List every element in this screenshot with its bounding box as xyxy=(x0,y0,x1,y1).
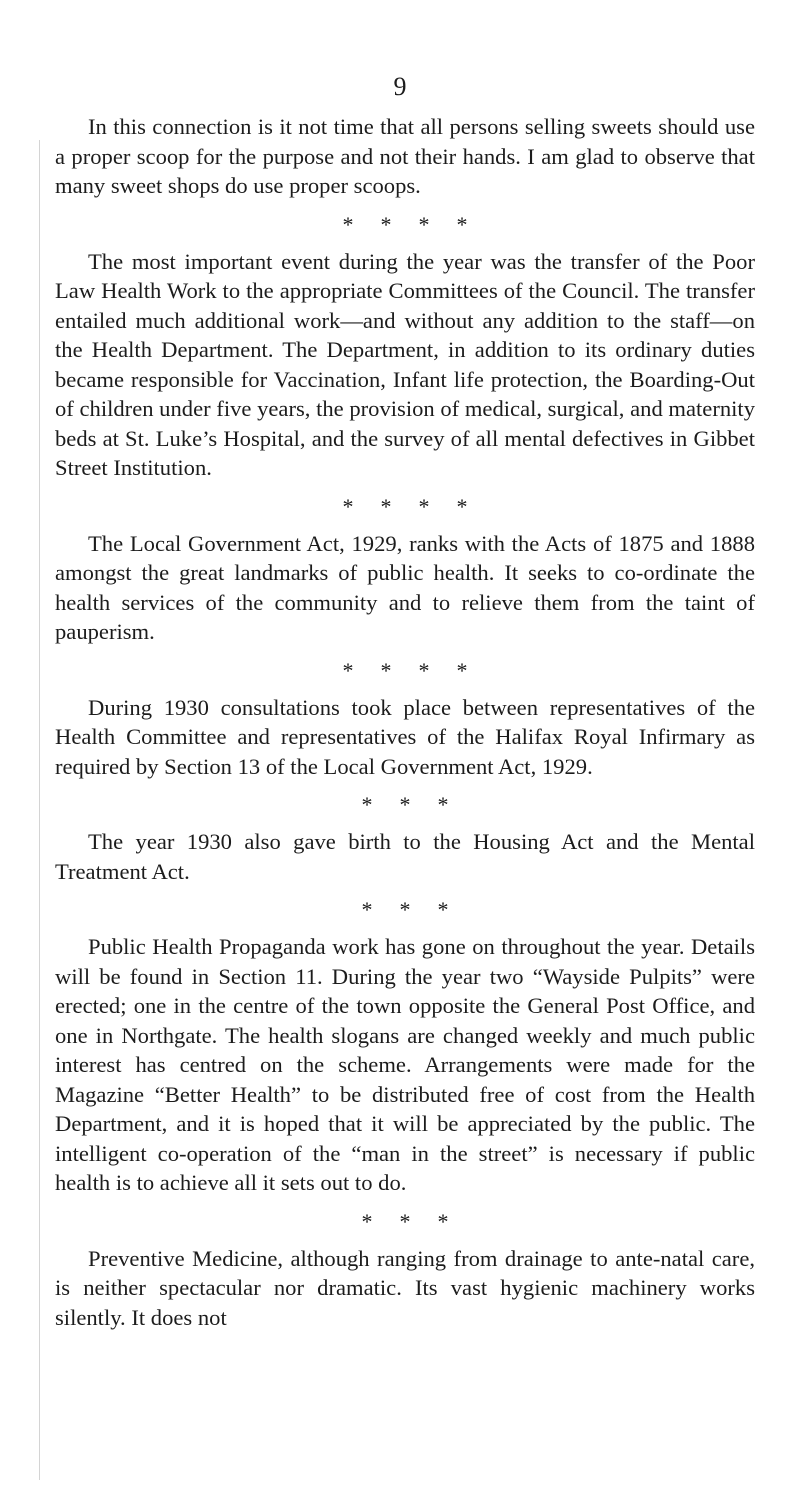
star-glyph: * xyxy=(456,493,468,519)
star-glyph: * xyxy=(399,792,411,817)
star-glyph: * xyxy=(342,493,354,519)
separator-stars xyxy=(55,493,755,520)
star-glyph: * xyxy=(342,657,354,683)
star-glyph: * xyxy=(456,211,468,237)
paragraph-propaganda: Public Health Propaganda work has gone on throughout the year. Details will be found in Section 11. During the year two “Wayside Pulpits” were erected; one in the centre of the town opposite the General Post Office, and one in Northgate. The health slogans are changed weekly and much public interest has centred on the scheme. Arrangements were made for the Magazine “Better Health” to be distributed free of cost from the Health Department, and it is hoped that it will be appreciated by the public. The intelligent co-operation of the “man in the street” is necessary if public health is to achieve all it sets out to do. xyxy=(55,934,755,1195)
separator-stars xyxy=(55,211,755,238)
paragraph-preventive-medicine: Preventive Medicine, although ranging from drainage to ante-natal care, is neither spectacular nor dramatic. Its vast hygienic machinery works silently. It does not xyxy=(55,1245,755,1330)
star-glyph: * xyxy=(418,493,430,519)
paragraph-housing-act: The year 1930 also gave birth to the Housing Act and the Mental Treatment Act. xyxy=(55,829,755,884)
page-number: 9 xyxy=(393,72,407,101)
star-glyph: * xyxy=(399,1208,411,1234)
paragraph-scoops: In this connection is it not time that all persons selling sweets should use a proper scoop for the purpose and not their hands. I am glad to observe that many sweet shops do use proper scoops. xyxy=(55,114,755,198)
separator-stars xyxy=(55,791,755,818)
paragraph-consultations: During 1930 consultations took place between representatives of the Health Committee and representatives of the Halifax Royal Infirmary as required by Section 13 of the Local Government Act, 1929. xyxy=(55,694,755,779)
star-glyph: * xyxy=(342,211,354,237)
star-glyph: * xyxy=(361,1208,373,1234)
star-glyph: * xyxy=(361,897,373,922)
margin-line xyxy=(39,140,40,1480)
separator-stars xyxy=(55,896,755,923)
star-glyph: * xyxy=(380,493,392,519)
star-glyph: * xyxy=(380,657,392,683)
star-glyph: * xyxy=(418,211,430,237)
document-body xyxy=(55,112,755,1332)
separator-stars xyxy=(55,657,755,684)
star-glyph: * xyxy=(380,211,392,237)
paragraph-local-government-act: The Local Government Act, 1929, ranks with the Acts of 1875 and 1888 amongst the great landmarks of public health. It seeks to co-ordinate the health services of the community and to relieve them from the taint of pauperism. xyxy=(55,530,755,644)
paragraph-poor-law-transfer: The most important event during the year was the transfer of the Poor Law Health Work to the appropriate Committees of the Council. The transfer entailed much additional work—and without any addition to the staff—on the Health Department. The Department, in addition to its ordinary duties became responsible for Vaccination, Infant life protection, the Boarding-Out of children under five years, the provision of medical, surgical, and maternity beds at St. Luke’s Hospital, and the survey of all mental defectives in Gibbet Street Institution. xyxy=(55,248,755,480)
star-glyph: * xyxy=(399,897,411,922)
star-glyph: * xyxy=(456,657,468,683)
separator-stars xyxy=(55,1208,755,1235)
star-glyph: * xyxy=(437,792,449,817)
star-glyph: * xyxy=(437,897,449,922)
star-glyph: * xyxy=(361,792,373,817)
star-glyph: * xyxy=(418,657,430,683)
star-glyph: * xyxy=(437,1208,449,1234)
